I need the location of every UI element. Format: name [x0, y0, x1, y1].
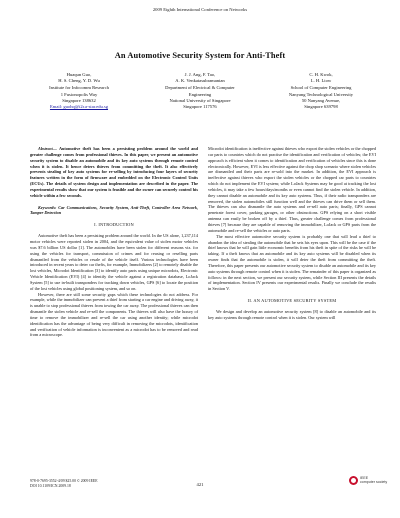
conference-header: 2009 Eighth International Conference on Networks: [152, 7, 248, 12]
affiliation-line: Nanyang Technological University: [288, 91, 354, 97]
author-names: H. S. Cheng, Y. D. Wu: [58, 78, 100, 84]
abstract-text: Automotive theft has been a persisting problem around the world and greater challenge comes from professional thieves. In this paper, we present an automotive security system to disable an automobile and its key auto systems through remote control when it is stolen. It hence deters thieves from committing the theft. It also effectively prevents stealing of key auto systems for re-selling by introducing four layers of security features written in the form of firmware and embedded on the Electronic Control Units (ECUs). The details of system design and implementation are described in the paper. The experimental results show that our system is feasible and the owner can securely control his vehicle within a few seconds.: [30, 146, 198, 198]
affiliation-line: School of Computer Engineering: [290, 85, 352, 91]
author-names: A. K. Venkatasubramanian: [175, 78, 225, 84]
isbn-line: 978-0-7695-3552-4/09 $25.00 © 2009 IEEE: [30, 479, 98, 483]
affiliation-line: Department of Electrical & Computer: [165, 85, 235, 91]
keywords: Keywords: Car Communications, Security System, Anti-Theft, Controller Area Network, Tamper Detection: [30, 204, 198, 216]
logo-bottom-text: computer society: [360, 479, 388, 484]
body-paragraph: We design and develop an automotive security system [8] to disable an automobile and its key auto systems through remote control when it is stolen. Our system will: [208, 308, 376, 320]
author-block: [20, 72, 380, 110]
author-group-3: [262, 72, 380, 110]
affiliation-line: Singapore 117576: [183, 104, 217, 110]
logo-icon: [349, 476, 358, 485]
author-names: J. J. Ang, F. Tao,: [184, 72, 216, 77]
page-number: 421: [196, 482, 204, 487]
body-paragraph: Microdot identification is ineffective against thieves who export the stolen vehicles or the chopped car parts to countries which do not practise the identification and verification of vehicles; the EVI approach is efficient when it comes to identification and verification of vehicles since this is done electronically. However, EVI is less effective against the chop shop scenario where stolen vehicles are dismantled and their parts are re-sold into the market. In addition, the EVI approach is ineffective against thieves who export the stolen vehicles or the chopped car parts to countries which do not implement the EVI system; while LoJack Systems may be good at tracking the lost vehicles, it may take a few hours/days/months or even cannot find the stolen vehicle. In addition, they cannot disable an automobile and its key auto systems. Thus, if their radio transponders are removed, the stolen automobiles still function well and the thieves can drive them or sell them. The thieves can also dismantle the auto systems and re-sell auto parts; finally, GPS cannot penetrate forest cover, parking garages, or other obstructions. GPS relying on a short visible antenna can easily be broken off by a thief. Thus, greater challenge comes from professional thieves [7] because they are capable of removing the immobilizer, LoJack or GPS parts from the automobile and re-sell the vehicles or auto parts.: [208, 146, 376, 233]
author-group-1: [20, 72, 138, 110]
abstract-lead: Abstract—: [38, 146, 57, 151]
logo-top-text: IEEE: [360, 475, 369, 480]
body-paragraph: However, there are still some security gaps which these technologies do not address. For example, while the immobilizer can prevent a thief from starting a car engine and driving away, it is unable to stop professional thieves from towing the car away. The professional thieves can then dismantle the stolen vehicle and re-sell the components. The thieves will also have the luxury of time to remove the immobilizer and re-sell the car using another identity; while microdot identification has the advantage of being very difficult in removing the microdots, identification and verification of vehicle information is inconvenient as a microdot has to be removed and read from a microscope.: [30, 291, 198, 338]
right-column: [208, 146, 376, 338]
abstract: [30, 146, 198, 199]
affiliation-line: Institute for Infocomm Research: [49, 85, 109, 91]
paper-title: An Automotive Security System for Anti-Theft: [114, 51, 286, 60]
doi-line: DOI 10.1109/ICN.2009.18: [30, 484, 71, 488]
section-heading-introduction: I. INTRODUCTION: [94, 222, 134, 228]
affiliation-line: National University of Singapore: [169, 97, 231, 103]
body-columns: [30, 146, 376, 338]
author-group-2: [141, 72, 259, 110]
section-heading-security-system: II. AN AUTOMOTIVE SECURITY SYSTEM: [247, 298, 337, 304]
ieee-computer-society-logo: [349, 476, 387, 485]
affiliation-line: 1 Fusionopolis Way: [60, 91, 98, 97]
body-paragraph: Automotive theft has been a persisting problem around the world. In the US alone, 1,237,114 motor vehicles were reported stolen in 2004, and the equivalent value of stolen motor vehicles was $7.6 billion US dollar [1]. The automobiles have been stolen for different reasons viz. for using the vehicles for transport, commission of crimes and for reusing or reselling parts dismantled from the vehicles or resale of the vehicle itself. Various technologies have been introduced in recent years to deter car thefts, for example, Immobilizers [2] to remotely disable the lost vehicles, Microdot Identification [3] to identify auto parts using unique microdots, Electronic Vehicle Identification (EVI) [4] to identify the vehicle against a registration database, LoJack System [5] to use in-built transponders for tracking down vehicles, GPS [6] to locate the position of the lost vehicles using global positioning system, and so on.: [30, 233, 198, 291]
author-email-link[interactable]: Email: guohq@i2r.a-star.edu.sg: [49, 104, 109, 110]
author-names: Huaqun Guo,: [66, 72, 92, 77]
affiliation-line: Engineering: [188, 91, 212, 97]
author-names: C. H. Kwok,: [309, 72, 333, 77]
author-names: L. H. Liow: [310, 78, 332, 84]
affiliation-line: Singapore 138632: [62, 97, 96, 103]
left-column: [30, 146, 198, 338]
body-paragraph: The most effective automotive security system is probably one that will lead a thief to abandon the idea of stealing the automobile that he sets his eyes upon. This will be the case if the thief knows that he will gain little economic benefits from his theft in spite of the risks he will be taking. If a theft knows that an automobile and its key auto systems will be disabled when its owner finds that the automobile is stolen, it will deter the theft from committing the theft. Therefore, this paper presents our automotive security system to disable an automobile and its key auto systems through remote control when it is stolen. The remainder of this paper is organized as follows: in the next section, we present our security system, while Section III presents the details of implementation. Section IV presents our experimental results. Finally we conclude the results in Section V.: [208, 233, 376, 292]
affiliation-line: Singapore 639798: [304, 104, 338, 110]
affiliation-line: 50 Nanyang Avenue,: [301, 97, 341, 103]
